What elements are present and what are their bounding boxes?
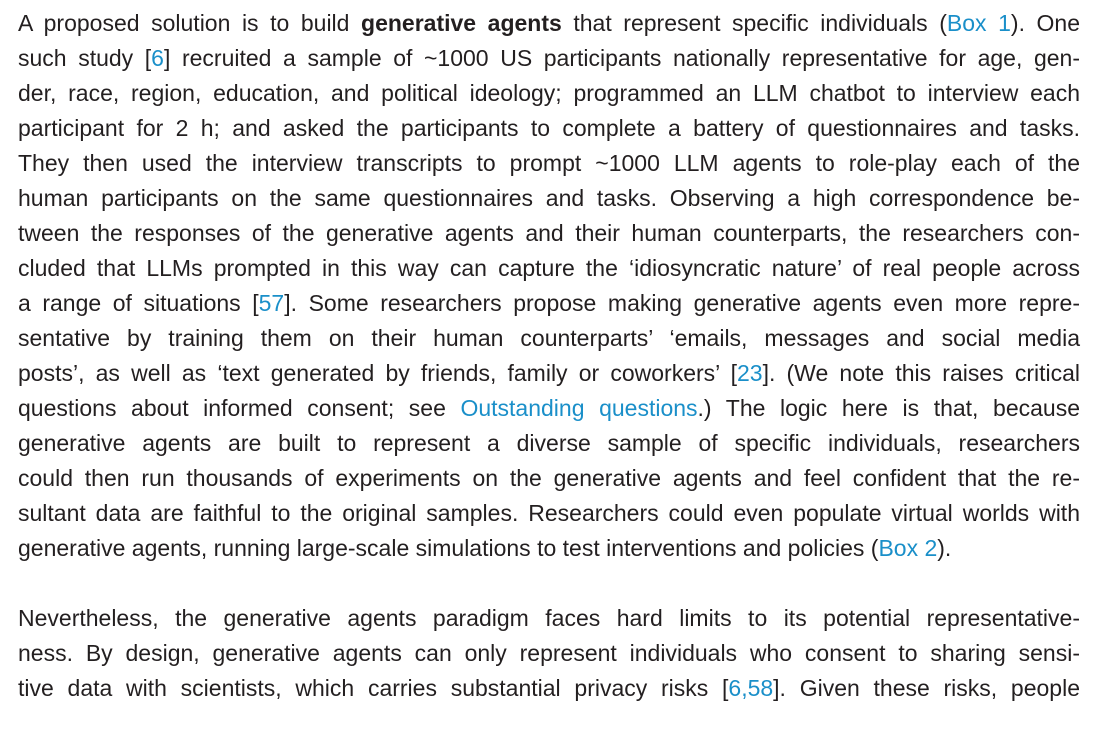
text-line bbox=[18, 391, 1080, 426]
text-line bbox=[18, 251, 1080, 286]
text-run: A proposed solution is to build bbox=[18, 10, 362, 36]
text-line bbox=[18, 601, 1080, 636]
text-run: generative agents, running large-scale simulations to test interventions and policies ( bbox=[18, 535, 879, 561]
reference-link[interactable]: 6 bbox=[151, 45, 164, 71]
text-run: tive data with scientists, which carries substantial privacy risks [ bbox=[18, 675, 729, 701]
text-line bbox=[18, 76, 1080, 111]
text-run: ). bbox=[937, 535, 952, 561]
text-run: questions about informed consent; see bbox=[18, 395, 461, 421]
reference-link[interactable]: 6,58 bbox=[728, 675, 774, 701]
text-run: They then used the interview transcripts to prompt ~1000 LLM agents to role-play each of the bbox=[18, 150, 1080, 176]
text-run: cluded that LLMs prompted in this way can capture the ‘idiosyncratic nature’ of real people across bbox=[18, 255, 1080, 281]
text-run: ]. (We note this raises critical bbox=[762, 360, 1080, 386]
text-run: a range of situations [ bbox=[18, 290, 259, 316]
text-run: sentative by training them on their human counterparts’ ‘emails, messages and social media bbox=[18, 325, 1080, 351]
text-line bbox=[18, 181, 1080, 216]
text-line bbox=[18, 461, 1080, 496]
text-run: that represent specific individuals ( bbox=[561, 10, 947, 36]
text-run: ). One bbox=[1010, 10, 1080, 36]
text-run: ]. Given these risks, people bbox=[773, 675, 1080, 701]
text-line bbox=[18, 636, 1080, 671]
bold-term: generative agents bbox=[361, 10, 562, 36]
text-run: posts’, as well as ‘text generated by friends, family or coworkers’ [ bbox=[18, 360, 737, 386]
text-run: ]. Some researchers propose making generative agents even more repre- bbox=[284, 290, 1080, 316]
article-body bbox=[18, 6, 1080, 706]
text-run: Nevertheless, the generative agents paradigm faces hard limits to its potential representative- bbox=[18, 605, 1080, 631]
text-line bbox=[18, 671, 1080, 706]
reference-link[interactable]: 57 bbox=[258, 290, 285, 316]
text-run: der, race, region, education, and political ideology; programmed an LLM chatbot to interview each bbox=[18, 80, 1080, 106]
reference-link[interactable]: 23 bbox=[736, 360, 763, 386]
text-run: ] recruited a sample of ~1000 US participants nationally representative for age, gen- bbox=[163, 45, 1080, 71]
text-line bbox=[18, 216, 1080, 251]
text-run: such study [ bbox=[18, 45, 152, 71]
text-line bbox=[18, 426, 1080, 461]
reference-link[interactable]: Outstanding questions bbox=[460, 395, 698, 421]
paragraph bbox=[18, 601, 1080, 706]
reference-link[interactable]: Box 2 bbox=[878, 535, 938, 561]
text-run: .) The logic here is that, because bbox=[697, 395, 1080, 421]
text-line bbox=[18, 356, 1080, 391]
reference-link[interactable]: Box 1 bbox=[946, 10, 1011, 36]
text-line bbox=[18, 111, 1080, 146]
text-run: participant for 2 h; and asked the participants to complete a battery of questionnaires and tasks. bbox=[18, 115, 1080, 141]
text-line bbox=[18, 146, 1080, 181]
text-run: sultant data are faithful to the original samples. Researchers could even populate virtual worlds with bbox=[18, 500, 1080, 526]
paragraph-gap bbox=[18, 566, 1080, 601]
text-line bbox=[18, 496, 1080, 531]
text-line bbox=[18, 6, 1080, 41]
text-line bbox=[18, 41, 1080, 76]
text-line bbox=[18, 321, 1080, 356]
text-line bbox=[18, 531, 1080, 566]
text-line bbox=[18, 286, 1080, 321]
text-run: could then run thousands of experiments on the generative agents and feel confident that the re- bbox=[18, 465, 1080, 491]
text-run: human participants on the same questionnaires and tasks. Observing a high correspondence be- bbox=[18, 185, 1080, 211]
text-run: tween the responses of the generative agents and their human counterparts, the researchers con- bbox=[18, 220, 1080, 246]
text-run: generative agents are built to represent a diverse sample of specific individuals, researchers bbox=[18, 430, 1080, 456]
text-run: ness. By design, generative agents can only represent individuals who consent to sharing sensi- bbox=[18, 640, 1080, 666]
paragraph bbox=[18, 6, 1080, 566]
